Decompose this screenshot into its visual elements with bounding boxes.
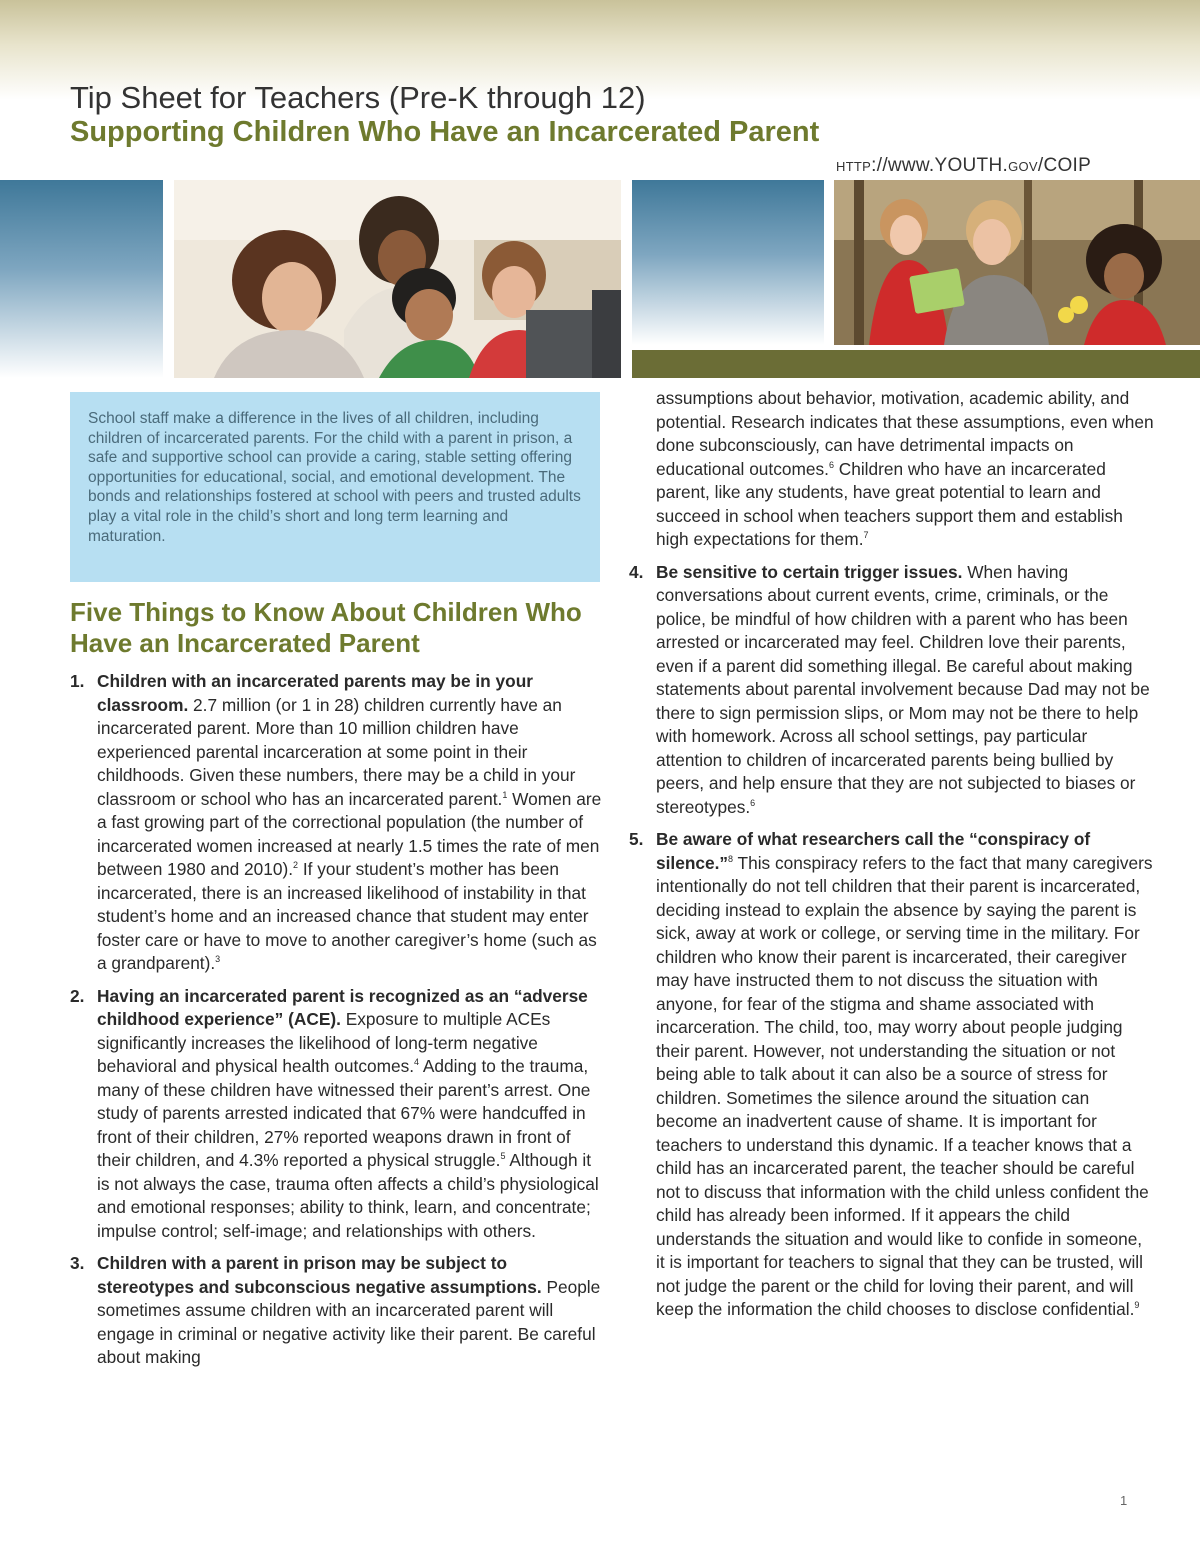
section-heading: Five Things to Know About Children Who Have an Incarcerated Parent: [70, 597, 582, 658]
list-item-3: 3. Children with a parent in prison may be subject to stereotypes and subconscious negative assumptions. People sometimes assume children with an incarcerated parent will engage in criminal or negative activity like their parent. Be careful about making: [70, 1253, 601, 1367]
outdoor-tablet-photo: [834, 180, 1200, 345]
list-item-1: 1. Children with an incarcerated parents may be in your classroom. 2.7 million (or 1 in 28) children currently have an incarcerated parent. More than 10 million children have experienced parental incarceration at some point in their childhoods. Given these numbers, there may be a child in your classroom or school who has an incarcerated parent.$^1$ Women are a fast growing part of the correctional population (the number of incarcerated women increased at nearly 1.5 times the rate of men between 1980 and 2010).$^2$ If your student’s mother has been incarcerated, there is an increased likelihood of instability in that student’s home and an increased chance that student may enter foster care or have to move to another caregiver’s home (such as a grandparent).$^3$: [70, 671, 602, 973]
classroom-photo-illustration: [174, 180, 621, 378]
intro-text: School staff make a difference in the lives of all children, including children of incarcerated parents. For the child with a parent in prison, a safe and supportive school can provide a caring, stable setting offering opportunities for educational, social, and emotional development. The bonds and relationships fostered at school with peers and trusted adults play a vital role in the child’s short and long term learning and maturation.: [88, 410, 581, 545]
classroom-photo: [174, 180, 621, 378]
decorative-olive-bar: [632, 350, 1200, 378]
list-item-4: 4. Be sensitive to certain trigger issues. When having conversations about current events, crime, criminals, or the police, be mindful of how children with a parent who has been arrested or incarcerated may feel. Children love their parents, even if a parent did something illegal. Be careful about making statements about parental involvement because Dad may not be there to sign permission slips, or Mom may not be there to help with homework. Across all school settings, pay particular attention to children of incarcerated parents being bullied by peers, and help ensure that they are not subjected to biases or stereotypes.$^6$: [629, 561, 1150, 817]
outdoor-tablet-photo-illustration: [834, 180, 1200, 345]
decorative-blue-block-left: [0, 180, 163, 378]
decorative-blue-block-right: [632, 180, 824, 345]
list-item-5: 5. Be aware of what researchers call the “conspiracy of silence.”$^8$ This conspiracy refers to the fact that many caregivers intentionally do not tell children that their parent is incarcerated, deciding instead to explain the absence by saying the parent is sick, away at work or college, or serving time in the military. For children who know their parent is incarcerated, their caregiver may have instructed them to not discuss the situation with anyone, for fear of the stigma and shame associated with incarceration. The child, too, may worry about people judging their parent. However, not understanding the situation or not being able to talk about it can also be a source of stress for children. Sometimes the silence around the situation can become an inadvertent cause of shame. It is important for teachers to understand this dynamic. If a teacher knows that a child has an incarcerated parent, the teacher should be careful not to discuss that information with the child unless confident the child has already been informed. If it appears the child understands the situation and would like to confide in someone, it is important for teachers to signal that they can be trusted, will not judge the parent or the child for loving their parent, and will keep the information the child chooses to disclose confidential.$^9$: [629, 829, 1153, 1319]
right-column: [629, 387, 1154, 1322]
page-title: Tip Sheet for Teachers (Pre-K through 12): [70, 80, 646, 115]
intro-callout: [70, 392, 600, 582]
source-url[interactable]: HTTP://www.YOUTH.GOV/COIP: [836, 155, 1092, 176]
list-item-2: 2. Having an incarcerated parent is recognized as an “adverse childhood experience” (ACE). Exposure to multiple ACEs significantly increases the likelihood of long-term negative behavioral and physical health outcomes.$^4$ Adding to the trauma, many of these children have witnessed their parent’s arrest. One study of parents arrested indicated that 67% were handcuffed in front of their children, 27% reported weapons drawn in front of their children, and 4.3% reported a physical struggle.$^5$ Although it is not always the case, trauma often affects a child’s physiological and emotional responses; ability to think, learn, and concentrate; impulse control; self-image; and relationships with others.: [70, 985, 599, 1241]
list-item-3-continued: assumptions about behavior, motivation, academic ability, and potential. Research indicates that these assumptions, even when done subconsciously, can have detrimental impacts on educational outcomes.$^6$ Children who have an incarcerated parent, like any students, have great potential to learn and succeed in school when teachers support them and establish high expectations for them.$^7$: [656, 388, 1154, 549]
left-column: [70, 670, 605, 1370]
page-subtitle: Supporting Children Who Have an Incarcerated Parent: [70, 116, 820, 148]
page-number: 1: [1120, 1493, 1128, 1508]
